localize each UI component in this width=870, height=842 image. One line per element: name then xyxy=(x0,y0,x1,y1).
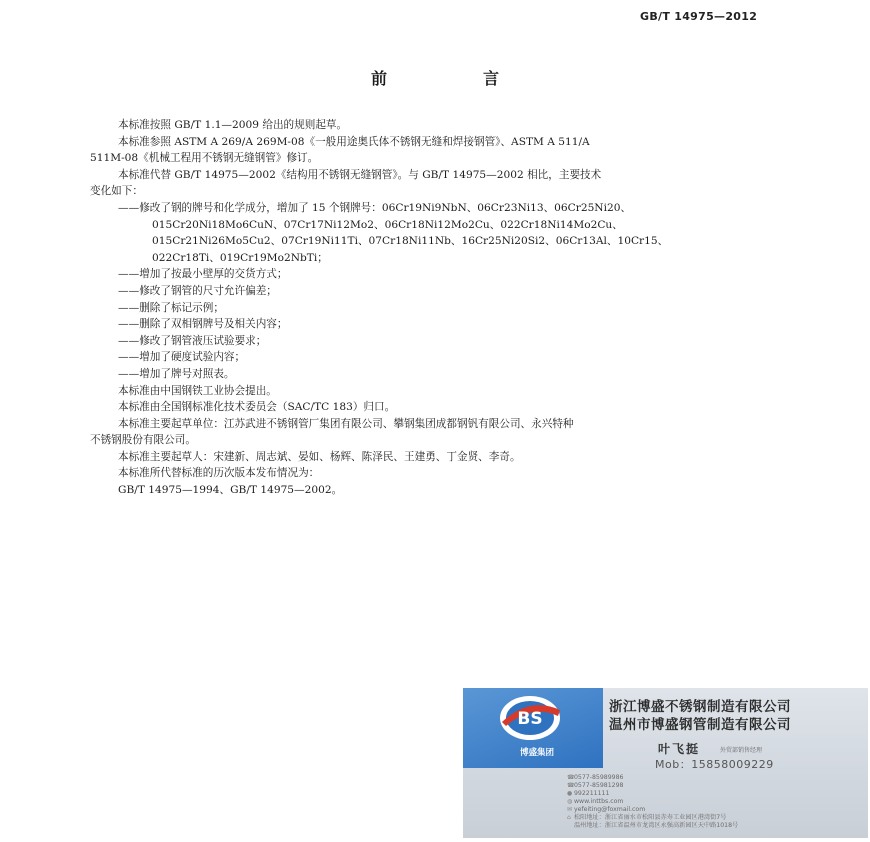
paragraph-drafting-units: 本标准主要起草单位：江苏武进不锈钢管厂集团有限公司、攀钢集团成都钢钒有限公司、永兴特种 xyxy=(118,417,574,430)
paragraph-replaces: 本标准代替 GB/T 14975—2002《结构用不锈钢无缝钢管》。与 GB/T 14975—2002 相比，主要技术 xyxy=(118,168,602,181)
contact-text: 992211111 xyxy=(574,790,610,797)
contact-text: 温州地址：浙江省温州市龙湾区永强高新园区天中路1018号 xyxy=(574,822,739,829)
contact-address-wenzhou xyxy=(567,822,738,830)
contact-text: 松阳地址：浙江省丽水市松阳县赤寿工业园区港湾街7号 xyxy=(574,814,727,821)
change-item-cont: 015Cr20Ni18Mo6CuN、07Cr17Ni12Mo2、06Cr18Ni12Mo2Cu、022Cr18Ni14Mo2Cu、 xyxy=(152,218,623,231)
paragraph-replaces-cont: 变化如下： xyxy=(90,185,143,198)
company-name-wenzhou: 温州市博盛钢管制造有限公司 xyxy=(609,717,791,733)
page-title: 前 言 xyxy=(370,69,539,88)
mail-icon: ✉ xyxy=(567,806,573,813)
change-item: ——删除了标记示例； xyxy=(118,301,224,314)
paragraph-drafting-units-cont: 不锈钢股份有限公司。 xyxy=(90,434,196,447)
contact-phone-2 xyxy=(567,782,623,790)
card-logo-panel xyxy=(463,688,603,768)
company-name-zhejiang: 浙江博盛不锈钢制造有限公司 xyxy=(609,699,791,715)
change-item: ——修改了钢管液压试验要求； xyxy=(118,334,267,347)
contact-text: yefeiting@foxmail.com xyxy=(574,806,646,813)
change-item-cont: 022Cr18Ti、019Cr19Mo2NbTi； xyxy=(152,251,328,264)
change-item: ——修改了钢的牌号和化学成分，增加了 15 个钢牌号：06Cr19Ni9NbN、06Cr23Ni13、06Cr25Ni20、 xyxy=(118,201,632,214)
contact-qq xyxy=(567,790,609,798)
foreword-body xyxy=(90,117,780,499)
fax-icon: ☎ xyxy=(567,782,575,789)
paragraph-administered-by: 本标准由全国钢标准化技术委员会（SAC/TC 183）归口。 xyxy=(118,401,396,414)
change-item-cont: 015Cr21Ni26Mo5Cu2、07Cr19Ni11Ti、07Cr18Ni11Nb、16Cr25Ni20Si2、06Cr13Al、10Cr15、 xyxy=(152,235,669,248)
globe-icon: ◍ xyxy=(567,798,573,805)
paragraph-reference: 本标准参照 ASTM A 269/A 269M-08《一般用途奥氏体不锈钢无缝和焊接钢管》、ASTM A 511/A xyxy=(118,135,590,148)
contact-phone-1 xyxy=(567,774,623,782)
change-item: ——删除了双相钢牌号及相关内容； xyxy=(118,318,288,331)
phone-icon: ☎ xyxy=(567,774,575,781)
change-item: ——增加了硬度试验内容； xyxy=(118,351,246,364)
paragraph-previous-editions-list: GB/T 14975—1994、GB/T 14975—2002。 xyxy=(118,484,343,497)
chat-icon: ● xyxy=(567,790,573,797)
contact-web xyxy=(567,798,623,806)
contact-address-songyang xyxy=(567,814,726,822)
change-item: ——增加了按最小壁厚的交货方式； xyxy=(118,268,288,281)
group-name: 博盛集团 xyxy=(519,748,554,758)
location-icon: ⌂ xyxy=(567,814,571,821)
paragraph-previous-editions: 本标准所代替标准的历次版本发布情况为： xyxy=(118,467,320,480)
person-role: 外贸部销售经理 xyxy=(720,747,763,754)
change-item: ——增加了牌号对照表。 xyxy=(118,367,235,380)
contact-text: 0577-85981298 xyxy=(574,782,624,789)
contact-text: 0577-85989986 xyxy=(574,774,624,781)
paragraph-proposed-by: 本标准由中国钢铁工业协会提出。 xyxy=(118,384,277,397)
paragraph-reference-cont: 511M-08《机械工程用不锈钢无缝钢管》修订。 xyxy=(90,152,319,165)
logo-text: BS xyxy=(517,709,543,729)
contact-text: www.inttbs.com xyxy=(574,798,624,805)
bs-logo-icon xyxy=(488,692,572,744)
paragraph-drafters: 本标准主要起草人：宋建新、周志斌、晏如、杨辉、陈泽民、王建勇、丁金贤、李奇。 xyxy=(118,450,521,463)
person-name: 叶飞挺 xyxy=(658,742,701,756)
mobile-number: Mob：15858009229 xyxy=(655,758,774,771)
paragraph-drafting-rules: 本标准按照 GB/T 1.1—2009 给出的规则起草。 xyxy=(118,119,348,131)
standard-code: GB/T 14975—2012 xyxy=(640,10,758,23)
business-card xyxy=(463,688,868,838)
contact-email xyxy=(567,806,645,814)
change-item: ——修改了钢管的尺寸允许偏差； xyxy=(118,284,277,297)
